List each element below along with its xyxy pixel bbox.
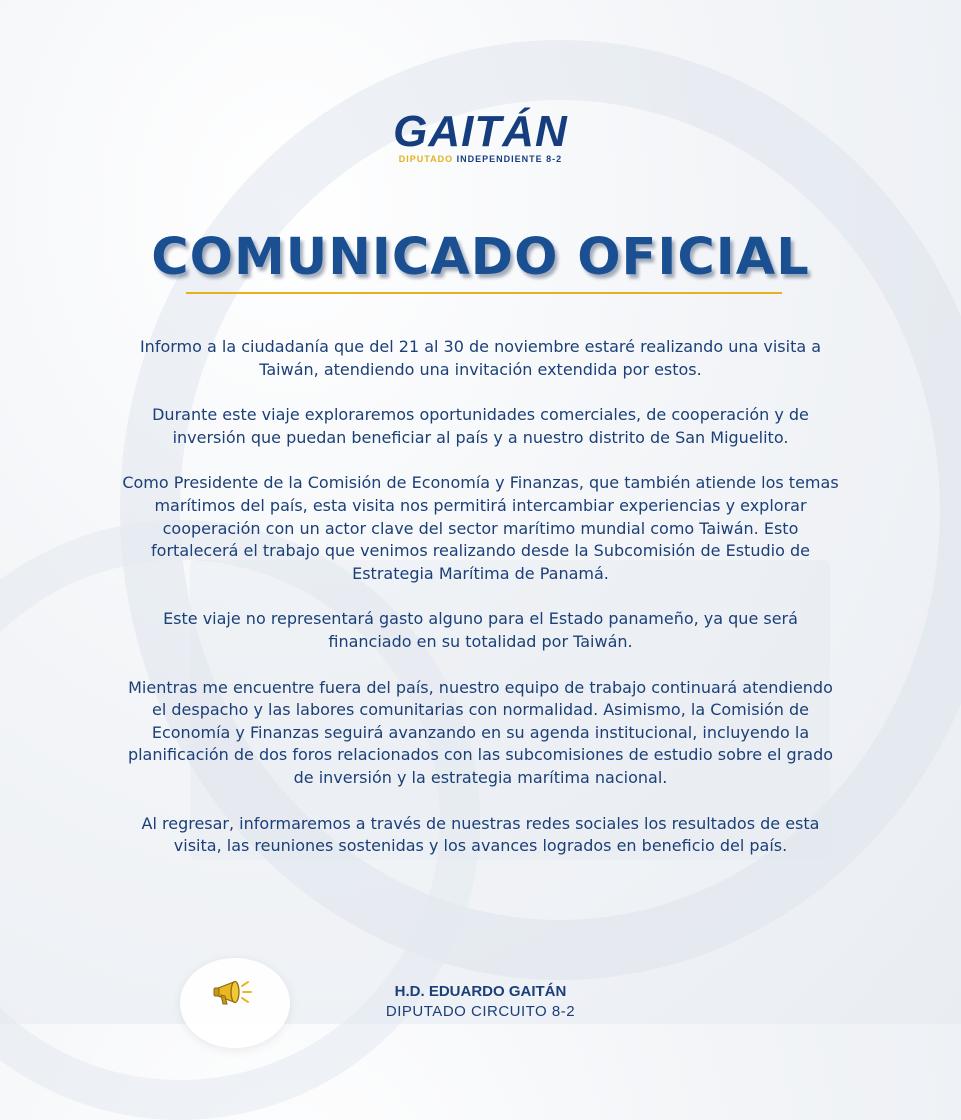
page-title: COMUNICADO OFICIAL <box>151 228 810 287</box>
paragraph: Durante este viaje exploraremos oportunidades comerciales, de cooperación y de inversión que puedan beneficiar al país y a nuestro distrito de San Miguelito. <box>152 405 809 447</box>
paragraph: Informo a la ciudadanía que del 21 al 30 de noviembre estaré realizando una visita a Taiwán, atendiendo una invitación extendida por estos. <box>139 337 822 379</box>
signature-name: H.D. EDUARDO GAITÁN <box>394 983 567 1000</box>
paragraph: Como Presidente de la Comisión de Economía y Finanzas, que también atiende los temas marítimos del país, esta visita nos permitirá intercambiar experiencias y explorar cooperación con un actor clave del sector marítimo mundial como Taiwán. Esto fortalecerá el trabajo que venimos realizando desde la Subcomisión de Estudio de Estrategia Marítima de Panamá. <box>122 473 839 583</box>
logo-name: GAITÁN <box>393 107 568 156</box>
logo <box>0 107 961 164</box>
logo-subtitle-accent: DIPUTADO <box>398 154 454 164</box>
logo-subtitle <box>0 154 961 164</box>
paragraph: Este viaje no representará gasto alguno para el Estado panameño, ya que será financiado en su totalidad por Taiwán. <box>163 609 798 651</box>
logo-subtitle-rest: INDEPENDIENTE 8-2 <box>456 154 563 164</box>
title-underline <box>186 292 782 294</box>
paragraph: Mientras me encuentre fuera del país, nuestro equipo de trabajo continuará atendiendo el despacho y las labores comunitarias con normalidad. Asimismo, la Comisión de Economía y Finanzas seguirá avanzando en su agenda institucional, incluyendo la planificación de dos foros relacionados con las subcomisiones de estudio sobre el grado de inversión y la estrategia marítima nacional. <box>127 677 834 787</box>
statement-body <box>120 336 841 881</box>
paragraph: Al regresar, informaremos a través de nuestras redes sociales los resultados de esta visita, las reuniones sostenidas y los avances logrados en beneficio del país. <box>141 813 820 856</box>
signature-role: DIPUTADO CIRCUITO 8-2 <box>385 1003 576 1020</box>
